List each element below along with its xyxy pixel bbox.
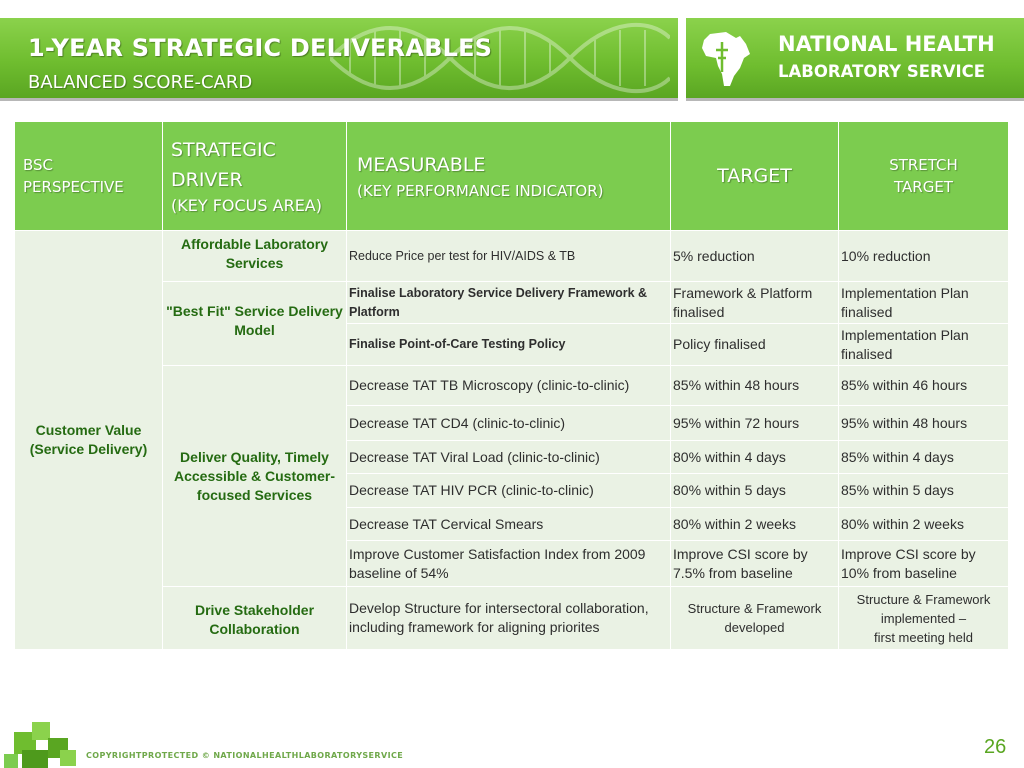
nhls-logo [686, 18, 1024, 101]
header-bsc-line1: BSC [23, 156, 54, 174]
header-stretch-line1: STRETCH [889, 156, 958, 174]
stretch-cell: 95% within 48 hours [839, 406, 1009, 441]
target-cell: 80% within 4 days [671, 441, 839, 474]
stretch-cell: 85% within 46 hours [839, 366, 1009, 406]
africa-map-icon [696, 28, 756, 90]
target-cell: 85% within 48 hours [671, 366, 839, 406]
header-stretch-line2: TARGET [894, 178, 953, 196]
perspective-line2: (Service Delivery) [29, 441, 148, 457]
slide-subtitle: BALANCED SCORE-CARD [28, 72, 253, 93]
kpi-cell: Decrease TAT Viral Load (clinic-to-clinic) [347, 441, 671, 474]
table-row [15, 231, 1009, 282]
kpi-cell: Decrease TAT HIV PCR (clinic-to-clinic) [347, 474, 671, 508]
kpi-cell: Finalise Point-of-Care Testing Policy [347, 324, 671, 366]
header-bsc-perspective [15, 122, 163, 231]
driver-cell-affordable: Affordable Laboratory Services [163, 231, 347, 282]
header-target [671, 122, 839, 231]
table-row [15, 282, 1009, 324]
stretch-cell: Implementation Plan finalised [839, 324, 1009, 366]
header-target-label: TARGET [717, 165, 792, 187]
target-cell: 80% within 5 days [671, 474, 839, 508]
perspective-line1: Customer Value [35, 422, 142, 438]
stretch-cell: Implementation Plan finalised [839, 282, 1009, 324]
logo-text-line2: LABORATORY SERVICE [778, 62, 986, 81]
stretch-cell: 85% within 4 days [839, 441, 1009, 474]
driver-cell-quality: Deliver Quality, Timely Accessible & Customer-focused Services [163, 366, 347, 587]
copyright-notice: COPYRIGHTPROTECTED © NATIONALHEALTHLABORATORYSERVICE [86, 751, 404, 760]
kpi-cell: Develop Structure for intersectoral collaboration, including framework for aligning priorites [347, 587, 671, 650]
target-cell: Framework & Platform finalised [671, 282, 839, 324]
header-strategic-driver [163, 122, 347, 231]
table-row [15, 587, 1009, 650]
header-driver-line1: STRATEGIC [171, 139, 276, 161]
kpi-cell: Decrease TAT CD4 (clinic-to-clinic) [347, 406, 671, 441]
driver-cell-best-fit: "Best Fit" Service Delivery Model [163, 282, 347, 366]
stretch-cell: 85% within 5 days [839, 474, 1009, 508]
kpi-cell: Decrease TAT Cervical Smears [347, 508, 671, 541]
header-measurable [347, 122, 671, 231]
table-header-row [15, 122, 1009, 231]
target-cell: 80% within 2 weeks [671, 508, 839, 541]
kpi-cell: Decrease TAT TB Microscopy (clinic-to-clinic) [347, 366, 671, 406]
target-cell: 5% reduction [671, 231, 839, 282]
header-measurable-line1: MEASURABLE [357, 154, 486, 176]
logo-text-line1: NATIONAL HEALTH [778, 32, 995, 56]
stretch-line3: first meeting held [874, 629, 973, 645]
table-row [15, 366, 1009, 406]
stretch-cell: 10% reduction [839, 231, 1009, 282]
slide-title: 1-YEAR STRATEGIC DELIVERABLES [28, 34, 493, 62]
driver-cell-stakeholder: Drive Stakeholder Collaboration [163, 587, 347, 650]
target-cell: Policy finalised [671, 324, 839, 366]
page-number: 26 [984, 736, 1007, 758]
stretch-cell: 80% within 2 weeks [839, 508, 1009, 541]
title-banner [0, 18, 678, 101]
header-driver-line2: DRIVER [171, 169, 243, 191]
scorecard-table [14, 121, 1009, 650]
green-cubes-decoration [0, 710, 90, 768]
header-stretch-target [839, 122, 1009, 231]
perspective-cell [15, 231, 163, 650]
header-bsc-line2: PERSPECTIVE [23, 178, 124, 196]
stretch-cell: Improve CSI score by 10% from baseline [839, 541, 1009, 587]
header-measurable-line2: (KEY PERFORMANCE INDICATOR) [357, 182, 604, 200]
target-cell: Structure & Framework developed [671, 587, 839, 650]
target-cell: Improve CSI score by 7.5% from baseline [671, 541, 839, 587]
target-cell: 95% within 72 hours [671, 406, 839, 441]
stretch-line1: Structure & Framework [856, 591, 991, 607]
kpi-cell: Reduce Price per test for HIV/AIDS & TB [347, 231, 671, 282]
stretch-cell [839, 587, 1009, 650]
kpi-cell: Finalise Laboratory Service Delivery Framework & Platform [347, 282, 671, 324]
kpi-cell: Improve Customer Satisfaction Index from 2009 baseline of 54% [347, 541, 671, 587]
stretch-line2: implemented – [880, 610, 967, 626]
header-driver-line3: (KEY FOCUS AREA) [171, 196, 322, 215]
